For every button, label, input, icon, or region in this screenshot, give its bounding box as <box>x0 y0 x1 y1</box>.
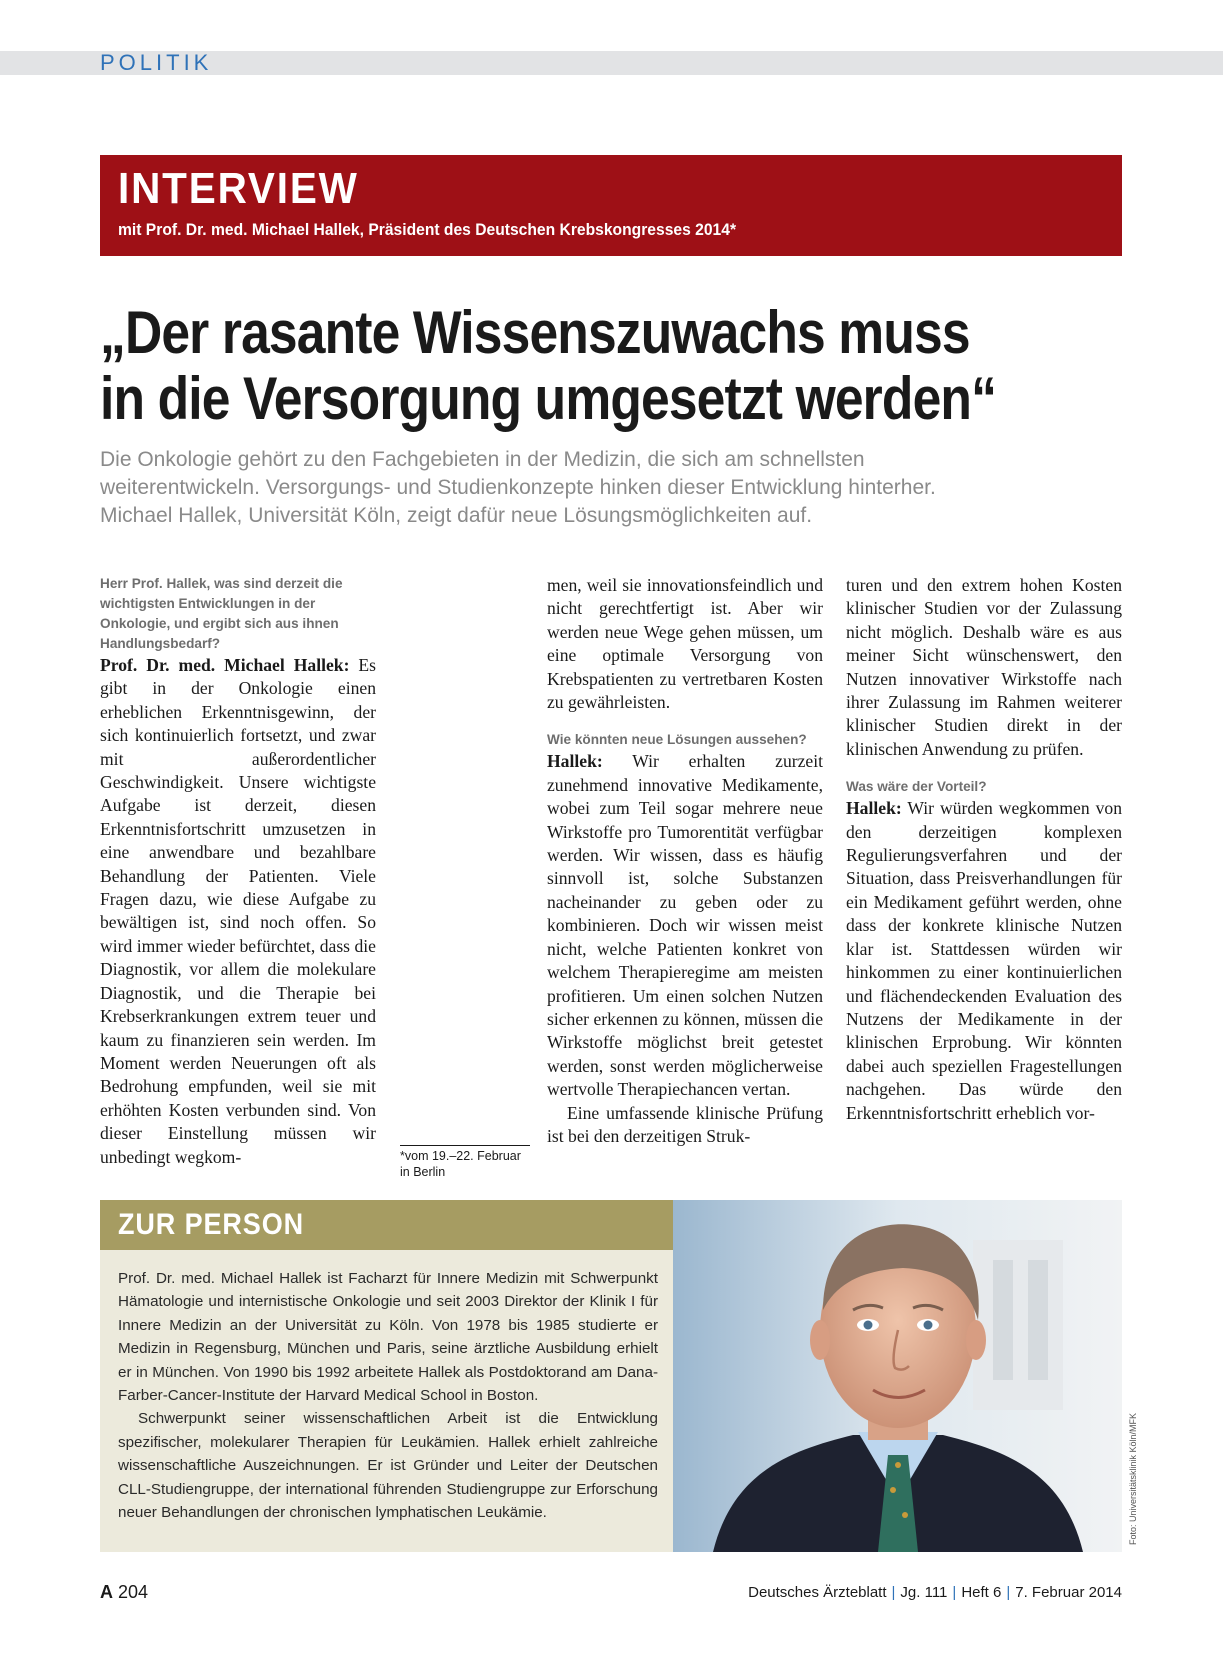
answer-2 <box>547 750 823 1101</box>
speaker-name: Prof. Dr. med. Michael Hallek: <box>100 655 350 675</box>
answer-3 <box>846 797 1122 1125</box>
person-paragraph-1: Prof. Dr. med. Michael Hallek ist Facharzt für Innere Medizin mit Schwerpunkt Hämatologie und internistische Onkologie und seit 2003 Direktor der Klinik I für Innere Medizin an der Universität zu Köln. Von 1978 bis 1985 studierte er Medizin in Regensburg, München und Paris, seine ärztliche Ausbildung erhielt er in München. Von 1990 bis 1992 arbeitete Hallek als Postdoktorand am Dana-Farber-Cancer-Institute der Harvard Medical School in Boston. <box>118 1270 658 1405</box>
column-2-paragraph-2: Eine umfassende klinische Prüfung ist bei den derzeitigen Struk- <box>547 1102 823 1146</box>
journal-date: 7. Februar 2014 <box>1015 1584 1122 1601</box>
zur-person-box <box>100 1200 673 1552</box>
article-column-1 <box>100 574 376 1169</box>
column-3-continuation: turen und den extrem hohen Kosten klinischer Studien vor der Zulassung nicht möglich. Deshalb wäre es aus meiner Sicht wünschenswert, den Nutzen innovativer Wirkstoffe nach ihrer Zulassung im Rahmen weiterer klinischer Studien direkt in der klinischen Anwendung zu prüfen. <box>846 575 1122 759</box>
journal-issue: Heft 6 <box>961 1584 1002 1601</box>
photo-credit: Foto: Universitätsklinik Köln/MFK <box>1128 1412 1138 1545</box>
journal-volume: Jg. 111 <box>900 1584 948 1601</box>
question-3: Was wäre der Vorteil? <box>846 779 987 795</box>
answer-3-text: Wir würden wegkommen von den derzeitigen komplexen Regulierungsverfahren und der Situation, dass Preisverhandlungen für ein Medikament geführt werden, ohne dass der konkrete klinische Nutzen klar ist. Stattdessen würden wir hinkommen zu einer kontinuierlichen und flächendeckenden Evaluation des Nutzens der Medikamente in der klinischen Erprobung. Wir könnten dabei auch speziellen Fragestellungen nachgehen. Das würde den Erkenntnisfortschritt erheblich vor- <box>846 798 1122 1123</box>
footnote: *vom 19.–22. Februar in Berlin <box>400 1145 530 1180</box>
interview-subtitle: mit Prof. Dr. med. Michael Hallek, Präsident des Deutschen Krebskongresses 2014* <box>118 220 737 239</box>
answer-2-text: Wir erhalten zurzeit zunehmend innovative Medikamente, wobei zum Teil sogar mehrere neue Wirkstoffe pro Tumorentität verfügbar werden. Wir wissen, dass es häufig sinnvoll ist, solche Substanzen nacheinander zu geben oder zu kombinieren. Doch wir wissen meist nicht, welche Patienten konkret von welchem Therapieregime am meisten profitieren. Um einen solchen Nutzen sicher erkennen zu können, müssen die Wirkstoffe möglichst breit getestet werden, sonst werden möglicherweise wertvolle Therapiechancen vertan. <box>547 751 823 1100</box>
lead-line-1: Die Onkologie gehört zu den Fachgebieten in der Medizin, die sich am schnellsten <box>100 448 865 471</box>
interview-title: INTERVIEW <box>118 164 359 213</box>
journal-footer: Deutsches Ärzteblatt | Jg. 111 | Heft 6 | 7. Februar 2014 <box>748 1584 1122 1601</box>
column-2-continuation: men, weil sie innovationsfeindlich und nicht gerechtfertigt ist. Aber wir werden neue Wege gehen müssen, um eine optimale Versorgung von Krebspatienten zu vertretbaren Kosten zu gewährleisten. <box>547 575 823 713</box>
question-2: Wie könnten neue Lösungen aussehen? <box>547 732 807 748</box>
zur-person-text <box>118 1267 658 1524</box>
portrait-illustration <box>673 1200 1122 1552</box>
article-column-2 <box>547 574 823 1148</box>
person-paragraph-2: Schwerpunkt seiner wissenschaftlichen Arbeit ist die Entwicklung spezifischer, molekularer Therapien für Leukämien. Hallek erhielt zahlreiche wissenschaftliche Auszeichnungen. Er ist Gründer und Leiter der Deutschen CLL-Studiengruppe, der international führenden Studiengruppe zur Erforschung neuer Behandlungen der chronischen lymphatischen Leukämie. <box>118 1410 658 1522</box>
question-1: Herr Prof. Hallek, was sind derzeit die wichtigsten Entwicklungen in der Onkologie, und ergibt sich aus ihnen Handlungsbedarf? <box>100 576 343 651</box>
page-prefix: A <box>100 1582 113 1602</box>
headline-line-2: in die Versorgung umgesetzt werden“ <box>100 365 997 432</box>
answer-1 <box>100 654 376 1169</box>
interview-banner <box>100 155 1122 256</box>
page-number <box>100 1582 148 1603</box>
headline-line-1: „Der rasante Wissenszuwachs muss <box>100 299 970 366</box>
zur-person-title: ZUR PERSON <box>118 1208 305 1241</box>
speaker-name: Hallek: <box>846 798 902 819</box>
headline <box>100 300 1046 432</box>
portrait-photo <box>673 1200 1122 1552</box>
zur-person-header <box>100 1200 673 1250</box>
journal-name: Deutsches Ärzteblatt <box>748 1584 887 1601</box>
article-column-3 <box>846 574 1122 1125</box>
page-number-value: 204 <box>118 1582 149 1602</box>
answer-1-text: Es gibt in der Onkologie einen erheblichen Erkenntnisgewinn, der sich kontinuierlich fortsetzt, und zwar mit außerordentlicher Geschwindigkeit. Unsere wichtigste Aufgabe ist derzeit, diesen Erkenntnisfortschritt umzusetzen in eine anwendbare und bezahlbare Behandlung der Patienten. Viele Fragen dazu, wie diese Aufgabe zu bewältigen ist, sind noch offen. So wird immer wieder befürchtet, dass die Diagnostik, vor allem die molekulare Diagnostik, und die Therapie bei Krebserkrankungen extrem teuer und kaum zu finanzieren sein werden. Im Moment werden Neuerungen oft als Bedrohung empfunden, weil sie mit erhöhten Kosten verbunden sind. Von dieser Einstellung müssen wir unbedingt wegkom- <box>100 655 377 1167</box>
lead-text <box>100 446 1200 530</box>
lead-line-3: Michael Hallek, Universität Köln, zeigt dafür neue Lösungsmöglichkeiten auf. <box>100 504 813 527</box>
speaker-name: Hallek: <box>547 751 603 772</box>
section-label: POLITIK <box>100 50 213 75</box>
lead-line-2: weiterentwickeln. Versorgungs- und Studienkonzepte hinken dieser Entwicklung hinterher. <box>100 476 936 499</box>
